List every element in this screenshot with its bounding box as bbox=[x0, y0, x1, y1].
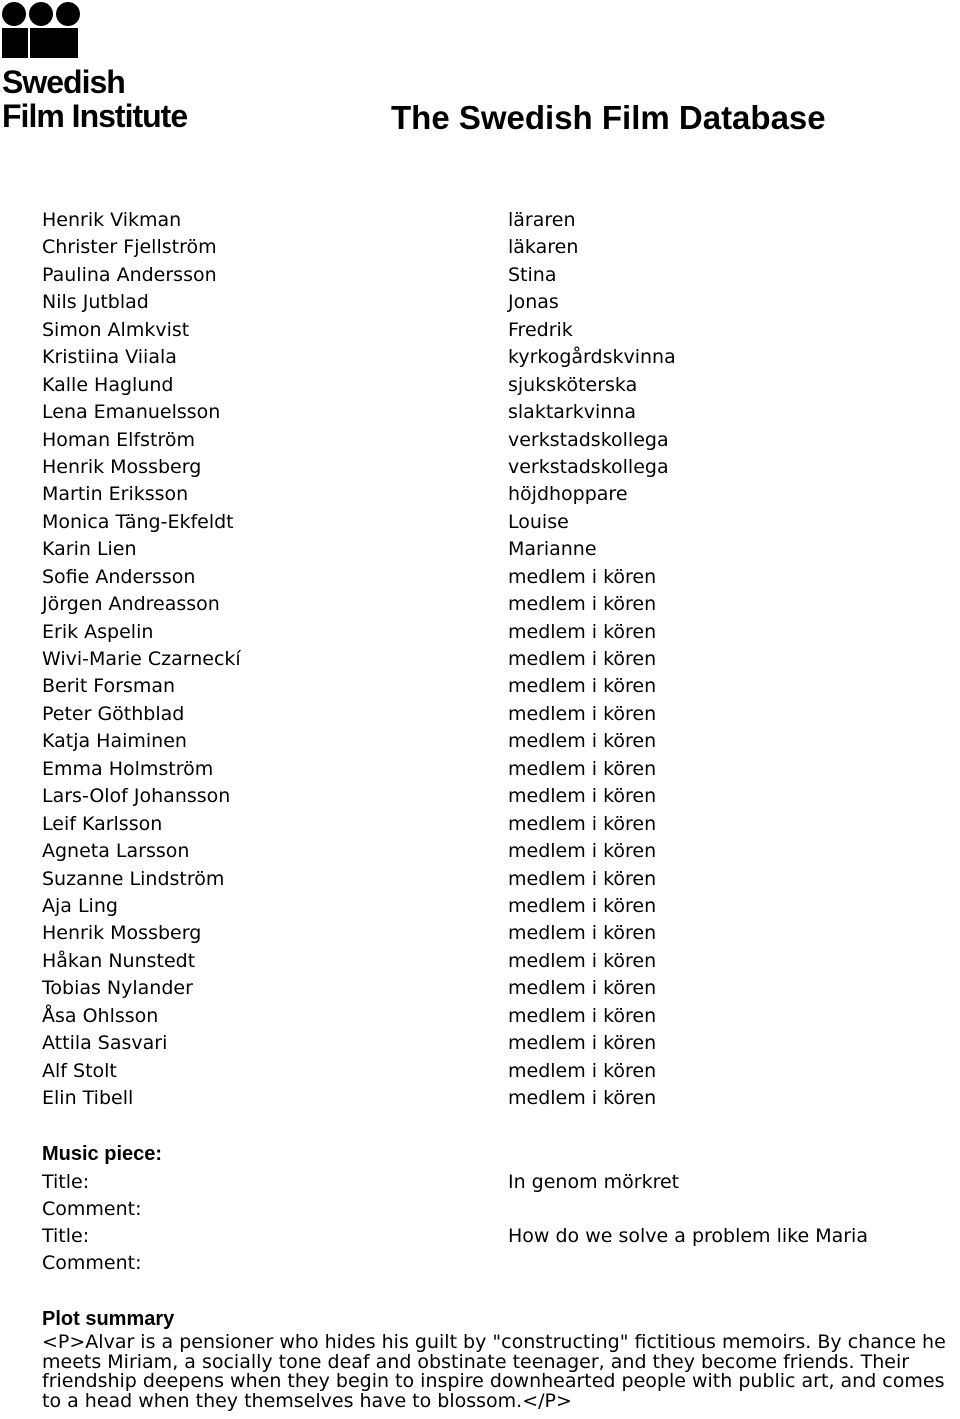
cast-role: medlem i kören bbox=[508, 867, 657, 890]
cast-role: medlem i kören bbox=[508, 894, 657, 917]
cast-name: Karin Lien bbox=[42, 538, 137, 561]
cast-name: Jörgen Andreasson bbox=[42, 593, 220, 616]
cast-name: Wivi-Marie Czarneckí bbox=[42, 648, 241, 670]
cast-role: läkaren bbox=[508, 236, 579, 259]
cast-role: medlem i kören bbox=[508, 757, 657, 780]
cast-name: Paulina Andersson bbox=[42, 263, 217, 286]
cast-name: Alf Stolt bbox=[42, 1059, 117, 1082]
cast-name: Monica Täng-Ekfeldt bbox=[42, 510, 234, 533]
cast-role: medlem i kören bbox=[508, 1032, 657, 1055]
cast-name: Åsa Ohlsson bbox=[42, 1004, 159, 1027]
music-list bbox=[42, 1169, 942, 1278]
cast-row bbox=[42, 646, 942, 673]
cast-row bbox=[42, 783, 942, 810]
cast-row bbox=[42, 372, 942, 399]
cast-role: slaktarkvinna bbox=[508, 401, 636, 424]
cast-row bbox=[42, 948, 942, 975]
cast-role: verkstadskollega bbox=[508, 455, 669, 478]
cast-role: sjuksköterska bbox=[508, 373, 638, 396]
cast-row bbox=[42, 317, 942, 344]
cast-row bbox=[42, 1030, 942, 1057]
cast-role: medlem i kören bbox=[508, 1059, 657, 1082]
cast-name: Erik Aspelin bbox=[42, 620, 154, 643]
cast-name: Emma Holmström bbox=[42, 757, 214, 780]
cast-row bbox=[42, 811, 942, 838]
cast-role: medlem i kören bbox=[508, 1087, 657, 1109]
cast-row bbox=[42, 1058, 942, 1085]
music-row bbox=[42, 1250, 942, 1277]
cast-row bbox=[42, 728, 942, 755]
cast-name: Henrik Mossberg bbox=[42, 922, 202, 945]
cast-row bbox=[42, 1085, 942, 1112]
music-label: Title: bbox=[42, 1170, 90, 1193]
cast-list bbox=[42, 207, 942, 1112]
cast-name: Agneta Larsson bbox=[42, 840, 190, 863]
cast-row bbox=[42, 619, 942, 646]
cast-role: kyrkogårdskvinna bbox=[508, 346, 676, 369]
music-row bbox=[42, 1169, 942, 1196]
cast-name: Katja Haiminen bbox=[42, 730, 187, 753]
cast-name: Suzanne Lindström bbox=[42, 867, 225, 890]
cast-name: Henrik Mossberg bbox=[42, 455, 202, 478]
cast-name: Aja Ling bbox=[42, 894, 118, 917]
cast-row bbox=[42, 673, 942, 700]
cast-row bbox=[42, 234, 942, 261]
cast-name: Kristiina Viiala bbox=[42, 346, 177, 369]
cast-row bbox=[42, 289, 942, 316]
cast-role: Fredrik bbox=[508, 318, 573, 341]
cast-role: medlem i kören bbox=[508, 675, 657, 698]
cast-row bbox=[42, 427, 942, 454]
cast-name: Lars-Olof Johansson bbox=[42, 785, 231, 808]
cast-role: medlem i kören bbox=[508, 565, 657, 588]
cast-row bbox=[42, 399, 942, 426]
cast-role: verkstadskollega bbox=[508, 428, 669, 451]
cast-role: höjdhoppare bbox=[508, 483, 628, 506]
cast-name: Elin Tibell bbox=[42, 1087, 134, 1109]
cast-role: läraren bbox=[508, 209, 576, 231]
logo-block-left bbox=[2, 28, 28, 58]
cast-name: Tobias Nylander bbox=[42, 977, 193, 1000]
cast-role: Jonas bbox=[508, 291, 559, 314]
cast-role: medlem i kören bbox=[508, 977, 657, 1000]
cast-role: medlem i kören bbox=[508, 1004, 657, 1027]
cast-role: medlem i kören bbox=[508, 812, 657, 835]
page-title: The Swedish Film Database bbox=[391, 99, 826, 136]
cast-role: medlem i kören bbox=[508, 840, 657, 863]
cast-row bbox=[42, 975, 942, 1002]
cast-name: Simon Almkvist bbox=[42, 318, 190, 341]
cast-name: Homan Elfström bbox=[42, 428, 195, 451]
cast-row bbox=[42, 207, 942, 234]
cast-name: Henrik Vikman bbox=[42, 209, 182, 231]
music-value: How do we solve a problem like Maria bbox=[508, 1225, 868, 1248]
cast-row bbox=[42, 481, 942, 508]
cast-role: Marianne bbox=[508, 538, 597, 561]
plot-heading: Plot summary bbox=[42, 1308, 175, 1330]
cast-row bbox=[42, 509, 942, 536]
music-row bbox=[42, 1223, 942, 1250]
cast-row bbox=[42, 1003, 942, 1030]
music-label: Comment: bbox=[42, 1252, 142, 1275]
cast-row bbox=[42, 454, 942, 481]
cast-row bbox=[42, 920, 942, 947]
logo-block-right bbox=[30, 28, 78, 58]
cast-name: Attila Sasvari bbox=[42, 1032, 168, 1055]
cast-name: Sofie Andersson bbox=[42, 565, 196, 588]
cast-row bbox=[42, 893, 942, 920]
cast-row bbox=[42, 756, 942, 783]
cast-role: medlem i kören bbox=[508, 620, 657, 643]
cast-row bbox=[42, 591, 942, 618]
music-label: Comment: bbox=[42, 1197, 142, 1220]
cast-role: medlem i kören bbox=[508, 949, 657, 972]
plot-text: <P>Alvar is a pensioner who hides his guilt by "constructing" fictitious memoirs. By chance he meets Miriam, a socially tone deaf and obstinate teenager, and they become friends. Their friendship deepens when they begin to inspire downhearted people with public art, and comes to a head when they themselves have to blossom.</P> bbox=[42, 1331, 946, 1412]
cast-name: Leif Karlsson bbox=[42, 812, 163, 835]
music-label: Title: bbox=[42, 1225, 90, 1248]
cast-name: Peter Göthblad bbox=[42, 702, 185, 725]
cast-name: Berit Forsman bbox=[42, 675, 176, 698]
logo-line2: Film Institute bbox=[2, 98, 188, 134]
logo-line1: Swedish bbox=[2, 64, 125, 100]
cast-row bbox=[42, 564, 942, 591]
cast-role: medlem i kören bbox=[508, 702, 657, 725]
cast-name: Christer Fjellström bbox=[42, 236, 217, 259]
cast-role: Stina bbox=[508, 263, 557, 286]
cast-row bbox=[42, 344, 942, 371]
cast-name: Lena Emanuelsson bbox=[42, 401, 221, 424]
cast-role: Louise bbox=[508, 510, 569, 533]
music-row bbox=[42, 1196, 942, 1223]
cast-row bbox=[42, 838, 942, 865]
cast-row bbox=[42, 536, 942, 563]
cast-row bbox=[42, 262, 942, 289]
cast-name: Kalle Haglund bbox=[42, 373, 174, 396]
cast-role: medlem i kören bbox=[508, 730, 657, 753]
music-heading: Music piece: bbox=[42, 1143, 163, 1165]
swedish-film-institute-logo bbox=[0, 0, 215, 135]
cast-name: Håkan Nunstedt bbox=[42, 949, 196, 972]
music-section bbox=[42, 1141, 942, 1278]
plot-section bbox=[42, 1306, 960, 1411]
cast-role: medlem i kören bbox=[508, 593, 657, 616]
cast-row bbox=[42, 866, 942, 893]
cast-role: medlem i kören bbox=[508, 922, 657, 945]
cast-row bbox=[42, 701, 942, 728]
cast-name: Martin Eriksson bbox=[42, 483, 189, 506]
music-value: In genom mörkret bbox=[508, 1170, 680, 1193]
cast-role: medlem i kören bbox=[508, 648, 657, 670]
cast-role: medlem i kören bbox=[508, 785, 657, 808]
cast-name: Nils Jutblad bbox=[42, 291, 149, 314]
